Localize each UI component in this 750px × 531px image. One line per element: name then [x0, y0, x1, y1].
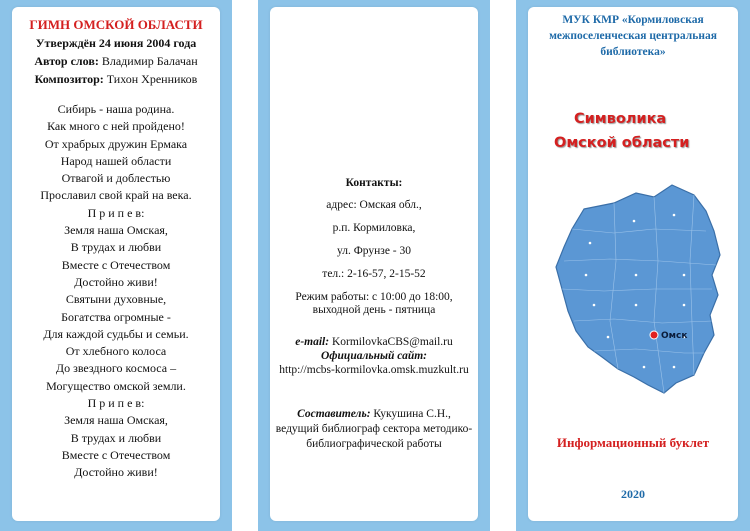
cover-panel-inner	[528, 7, 738, 521]
lyric-line: В трудах и любви	[70, 430, 162, 445]
cover-panel	[516, 0, 750, 531]
lyric-line: Вместе с Отечеством	[61, 257, 171, 272]
lyric-line: Прославил свой край на века.	[40, 188, 192, 203]
online-block	[270, 335, 478, 377]
lyric-line: Вместе с Отечеством	[61, 447, 171, 462]
lyric-line: Народ нашей области	[60, 153, 172, 168]
compiler-block	[270, 407, 478, 452]
contacts-block	[270, 177, 478, 452]
lyric-line: Достойно живи!	[74, 465, 158, 480]
village-line: р.п. Кормиловка,	[332, 222, 416, 234]
anthem-author: Автор слов: Владимир Балачан	[34, 54, 198, 68]
lyric-line: Достойно живи!	[74, 274, 158, 289]
lyric-line: До звездного космоса –	[55, 361, 177, 376]
anthem-approved: Утверждён 24 июня 2004 года	[35, 36, 197, 50]
anthem-panel-inner	[12, 7, 220, 521]
contacts-panel	[258, 0, 490, 531]
hours-block	[270, 291, 478, 317]
lyric-line: Земля наша Омская,	[64, 223, 168, 238]
lyric-line: П р и п е в:	[87, 396, 145, 411]
contacts-heading: Контакты:	[345, 177, 403, 189]
address-line: адрес: Омская обл.,	[326, 199, 422, 211]
email-line: e-mail: KormilovkaCBS@mail.ru	[295, 336, 453, 348]
lyric-line: П р и п е в:	[87, 205, 145, 220]
anthem-panel	[0, 0, 232, 531]
lyric-line: Могущество омской земли.	[46, 378, 186, 393]
position-line: ведущий библиограф сектора методико-	[275, 423, 473, 435]
lyric-line: Как много с ней пройдено!	[47, 119, 185, 134]
site-label: Официальный сайт:	[321, 350, 427, 362]
site-link[interactable]: http://mcbs-kormilovka.omsk.muzkult.ru	[279, 364, 469, 376]
symbolics-title-line1: Символика	[574, 111, 667, 127]
lyric-line: Святыни духовные,	[65, 292, 167, 307]
lyric-line: В трудах и любви	[70, 240, 162, 255]
lyric-line: От хлебного колоса	[65, 344, 167, 359]
anthem-composer: Композитор: Тихон Хренников	[34, 72, 198, 86]
booklet-title: Информационный буклет	[556, 435, 710, 450]
contacts-panel-inner	[270, 7, 478, 521]
lyric-line: От храбрых дружин Ермака	[44, 136, 188, 151]
omsk-city-label: Омск	[661, 331, 688, 341]
symbolics-title-line2: Омской области	[554, 135, 690, 151]
street-line: ул. Фрунзе - 30	[336, 245, 412, 257]
year-label: 2020	[621, 487, 645, 501]
compiler-line: Составитель: Кукушина С.Н.,	[297, 408, 451, 420]
phone-line: тел.: 2-16-57, 2-15-52	[322, 268, 426, 280]
position-line: библиографической работы	[306, 438, 442, 450]
lyric-line: Отвагой и доблестью	[61, 171, 171, 186]
lyric-line: Для каждой судьбы и семьи.	[43, 326, 189, 341]
lyric-line: Земля наша Омская,	[64, 413, 168, 428]
lyric-line: Богатства огромные -	[61, 309, 171, 324]
hours-line: Режим работы: с 10:00 до 18:00,	[295, 291, 453, 303]
lyric-line: Сибирь - наша родина.	[57, 102, 175, 116]
day-off-line: выходной день - пятница	[312, 304, 436, 316]
omsk-marker	[650, 331, 658, 339]
omsk-region-map	[544, 171, 738, 397]
anthem-title: ГИМН ОМСКОЙ ОБЛАСТИ	[29, 17, 203, 32]
email-link[interactable]: KormilovkaCBS@mail.ru	[331, 336, 453, 348]
organization-name: МУК КМР «Кормиловская межпоселенческая центральная библиотека»	[549, 14, 717, 58]
anthem-lyrics	[12, 101, 220, 482]
